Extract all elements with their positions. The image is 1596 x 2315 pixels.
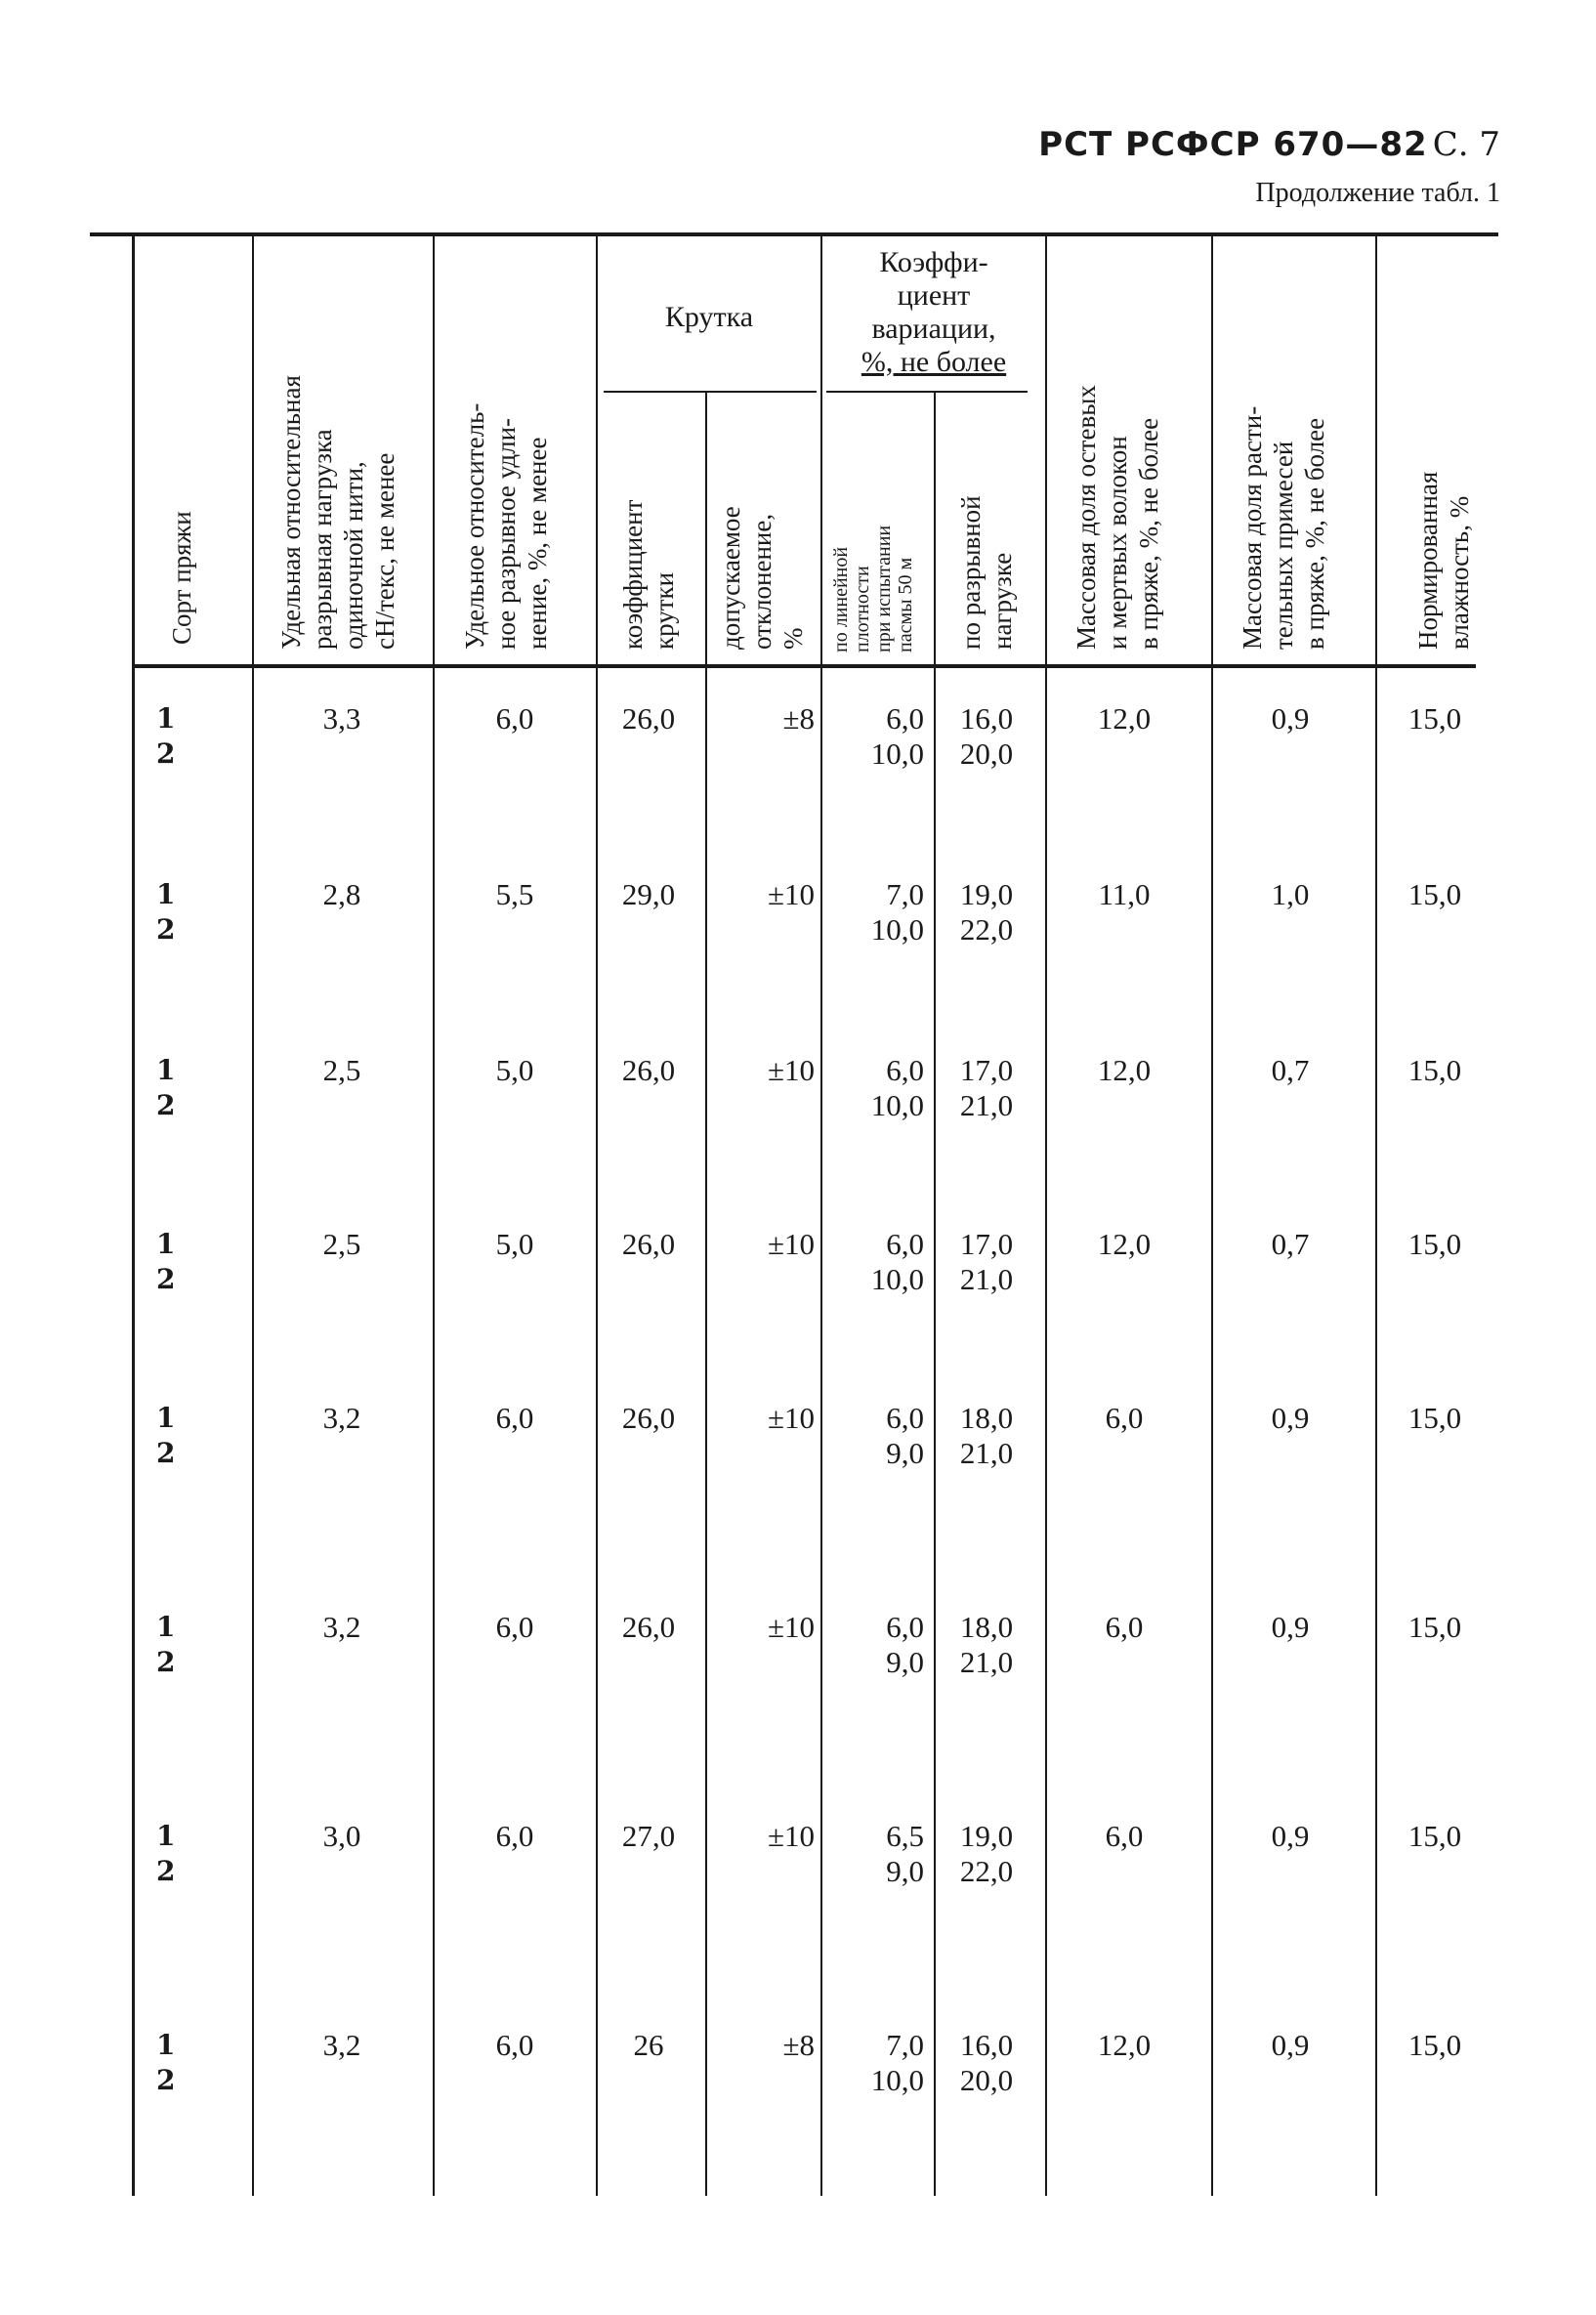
- cell-value: 2: [156, 1263, 176, 1295]
- header-cv-density: [830, 526, 916, 652]
- cell-twist-coef: 26,0: [621, 1401, 676, 1435]
- cell-plant: 0,7: [1271, 1227, 1310, 1261]
- header-line: пасмы 50 м: [895, 557, 916, 652]
- cell-value: 17,0: [959, 1227, 1014, 1261]
- cell-value: 10,0: [870, 1088, 924, 1122]
- cell-tenacity: 2,5: [322, 1053, 361, 1087]
- cell-twist-coef: 26,0: [621, 1227, 676, 1261]
- header-cv-group: [822, 246, 1045, 379]
- header-line: влажность, %: [1445, 495, 1474, 650]
- cell-moisture: 15,0: [1407, 2028, 1462, 2062]
- cell-grade: [156, 701, 205, 772]
- cell-value: 7,0: [886, 2028, 924, 2062]
- cell-twist-coef: 26,0: [621, 1610, 676, 1644]
- header-line: плотности: [852, 566, 873, 652]
- cell-twist-coef: 26,0: [621, 701, 676, 736]
- cell-value: 2: [156, 2064, 176, 2096]
- cell-tenacity: 3,3: [322, 701, 361, 736]
- column-rule: [1045, 236, 1047, 2196]
- cell-value: 6,0: [886, 1227, 924, 1261]
- header-line: в пряже, %, не более: [1300, 417, 1329, 650]
- cell-value: 2: [156, 1437, 176, 1469]
- cell-elongation: 6,0: [495, 2028, 534, 2062]
- cell-grade: [156, 1610, 205, 1680]
- column-rule: [433, 236, 435, 2196]
- cell-twist-dev: ±10: [767, 1227, 815, 1261]
- header-line: Удельное относитель-: [460, 402, 489, 650]
- cell-moisture: 15,0: [1407, 1819, 1462, 1853]
- table-top-rule: [90, 232, 1498, 236]
- cell-twist-dev: ±10: [767, 877, 815, 911]
- header-plant-impurities: [1237, 406, 1330, 650]
- header-grade: [166, 511, 197, 645]
- header-grade-label: Сорт пряжи: [167, 511, 196, 645]
- cell-moisture: 15,0: [1407, 1227, 1462, 1261]
- header-line: вариации,: [871, 313, 996, 345]
- cell-cv-load: [938, 1227, 1035, 1297]
- cell-value: 20,0: [959, 737, 1014, 771]
- header-line: нагрузке: [987, 552, 1017, 650]
- cell-twist-dev: ±8: [782, 701, 815, 736]
- cell-axial: 6,0: [1105, 1610, 1144, 1644]
- cell-twist-dev: ±8: [782, 2028, 815, 2062]
- cell-grade: [156, 1227, 205, 1297]
- cell-moisture: 15,0: [1407, 1053, 1462, 1087]
- header-line: нение, %, не менее: [523, 437, 552, 650]
- cell-value: 10,0: [870, 912, 924, 947]
- cell-value: 6,5: [886, 1819, 924, 1853]
- cell-twist-coef: 26,0: [621, 1053, 676, 1087]
- cell-elongation: 6,0: [495, 1610, 534, 1644]
- cell-elongation: 6,0: [495, 1401, 534, 1435]
- header-elongation: [459, 403, 553, 650]
- header-twist-coef: [617, 500, 680, 650]
- header-twist-group: Крутка: [664, 301, 754, 333]
- cell-grade: [156, 1819, 205, 1889]
- cell-value: 10,0: [870, 737, 924, 771]
- cell-cv-density: [826, 2028, 924, 2098]
- cell-value: 19,0: [959, 1819, 1014, 1853]
- cell-moisture: 15,0: [1407, 877, 1462, 911]
- cell-plant: 0,9: [1271, 1401, 1310, 1435]
- header-line: %, не более: [861, 346, 1007, 378]
- cell-tenacity: 3,2: [322, 2028, 361, 2062]
- header-line: отклонение,: [747, 513, 777, 650]
- cell-twist-coef: 27,0: [621, 1819, 676, 1853]
- table-header-rule: [132, 664, 1476, 668]
- cell-tenacity: 2,8: [322, 877, 361, 911]
- header-tenacity: [275, 375, 400, 650]
- cell-twist-coef: 26: [633, 2028, 664, 2062]
- cell-twist-dev: ±10: [767, 1610, 815, 1644]
- cell-cv-load: [938, 701, 1035, 772]
- cell-axial: 12,0: [1097, 701, 1152, 736]
- cell-value: 9,0: [886, 1645, 924, 1679]
- cell-cv-density: [826, 1227, 924, 1297]
- cell-twist-dev: ±10: [767, 1053, 815, 1087]
- cell-value: 10,0: [870, 1262, 924, 1296]
- page-number: С. 7: [1432, 125, 1500, 164]
- cell-value: 16,0: [959, 701, 1014, 736]
- cell-axial: 6,0: [1105, 1401, 1144, 1435]
- cell-cv-density: [826, 1610, 924, 1680]
- column-rule: [596, 236, 598, 2196]
- cell-value: 1: [156, 1611, 176, 1643]
- cell-value: 18,0: [959, 1610, 1014, 1644]
- cell-moisture: 15,0: [1407, 1401, 1462, 1435]
- cell-plant: 0,9: [1271, 701, 1310, 736]
- cell-cv-density: [826, 1401, 924, 1471]
- cell-value: 21,0: [959, 1262, 1014, 1296]
- header-axial-fibers: [1071, 385, 1164, 650]
- cell-elongation: 5,0: [495, 1053, 534, 1087]
- header-line: тельных примесей: [1269, 441, 1298, 650]
- cell-cv-density: [826, 1819, 924, 1889]
- cv-subheader-rule: [826, 391, 1028, 393]
- cell-value: 6,0: [886, 1610, 924, 1644]
- cell-plant: 0,9: [1271, 1819, 1310, 1853]
- cell-value: 16,0: [959, 2028, 1014, 2062]
- cell-value: 9,0: [886, 1854, 924, 1888]
- header-line: ное разрывное удли-: [491, 417, 521, 650]
- column-rule: [132, 236, 135, 2196]
- cell-moisture: 15,0: [1407, 1610, 1462, 1644]
- cell-value: 1: [156, 702, 176, 735]
- cell-value: 2: [156, 1855, 176, 1887]
- cell-axial: 6,0: [1105, 1819, 1144, 1853]
- cell-value: 2: [156, 1089, 176, 1121]
- cell-value: 18,0: [959, 1401, 1014, 1435]
- header-line: Удельная относительная: [276, 375, 306, 650]
- header-cv-load: [955, 495, 1018, 650]
- cell-plant: 0,9: [1271, 2028, 1310, 2062]
- header-line: Массовая доля остевых: [1071, 385, 1101, 650]
- cell-cv-load: [938, 1401, 1035, 1471]
- column-rule: [820, 236, 822, 2196]
- table-continuation-note: Продолжение табл. 1: [1255, 178, 1500, 208]
- header-line: по разрывной: [956, 495, 986, 650]
- cell-tenacity: 3,0: [322, 1819, 361, 1853]
- cell-value: 21,0: [959, 1088, 1014, 1122]
- cell-value: 22,0: [959, 1854, 1014, 1888]
- header-line: крутки: [650, 571, 679, 650]
- cell-value: 6,0: [886, 701, 924, 736]
- cell-cv-load: [938, 1053, 1035, 1123]
- cell-value: 19,0: [959, 877, 1014, 911]
- cell-moisture: 15,0: [1407, 701, 1462, 736]
- header-line: Нормированная: [1413, 471, 1443, 650]
- header-line: допускаемое: [716, 506, 745, 650]
- cell-grade: [156, 1053, 205, 1123]
- header-line: разрывная нагрузка: [308, 429, 337, 650]
- cell-axial: 12,0: [1097, 1053, 1152, 1087]
- header-twist-deviation: [715, 506, 809, 650]
- cell-value: 17,0: [959, 1053, 1014, 1087]
- cell-value: 1: [156, 2029, 176, 2061]
- column-rule: [1375, 236, 1377, 2196]
- cell-tenacity: 3,2: [322, 1610, 361, 1644]
- cell-grade: [156, 1401, 205, 1471]
- cell-elongation: 5,0: [495, 1227, 534, 1261]
- header-line: и мертвых волокон: [1103, 436, 1132, 650]
- cell-value: 1: [156, 1228, 176, 1260]
- cell-value: 2: [156, 1646, 176, 1678]
- cell-axial: 12,0: [1097, 2028, 1152, 2062]
- header-line: %: [778, 627, 808, 650]
- cell-elongation: 6,0: [495, 1819, 534, 1853]
- header-moisture: [1412, 472, 1475, 650]
- cell-plant: 0,9: [1271, 1610, 1310, 1644]
- column-rule: [252, 236, 254, 2196]
- document-code: РСТ РСФСР 670—82: [1038, 125, 1428, 164]
- cell-tenacity: 2,5: [322, 1227, 361, 1261]
- cell-cv-load: [938, 1819, 1035, 1889]
- header-line: одиночной нити,: [339, 461, 368, 650]
- cell-value: 6,0: [886, 1053, 924, 1087]
- page-header: [1038, 125, 1500, 164]
- cell-cv-density: [826, 877, 924, 947]
- cell-plant: 1,0: [1271, 877, 1310, 911]
- cell-value: 2: [156, 913, 176, 946]
- cell-value: 22,0: [959, 912, 1014, 947]
- header-line: Массовая доля расти-: [1238, 405, 1267, 650]
- cell-value: 1: [156, 1820, 176, 1852]
- cell-elongation: 6,0: [495, 701, 534, 736]
- twist-subheader-rule: [604, 391, 817, 393]
- cell-value: 9,0: [886, 1436, 924, 1470]
- header-line: коэффициент: [618, 499, 648, 650]
- cell-axial: 11,0: [1098, 877, 1151, 911]
- cell-value: 10,0: [870, 2063, 924, 2097]
- header-line: в пряже, %, не более: [1134, 417, 1163, 650]
- cell-twist-coef: 29,0: [621, 877, 676, 911]
- cell-twist-dev: ±10: [767, 1401, 815, 1435]
- header-line: сН/текс, не менее: [370, 452, 399, 650]
- cell-value: 7,0: [886, 877, 924, 911]
- column-rule: [705, 393, 707, 2196]
- cell-value: 6,0: [886, 1401, 924, 1435]
- header-line: при испытании: [873, 525, 895, 652]
- header-line: по линейной: [830, 546, 852, 652]
- cell-value: 1: [156, 878, 176, 910]
- column-rule: [1211, 236, 1213, 2196]
- cell-elongation: 5,5: [495, 877, 534, 911]
- cell-plant: 0,7: [1271, 1053, 1310, 1087]
- cell-cv-density: [826, 1053, 924, 1123]
- cell-grade: [156, 2028, 205, 2098]
- column-rule: [934, 393, 936, 2196]
- cell-grade: [156, 877, 205, 947]
- cell-value: 2: [156, 737, 176, 770]
- cell-value: 21,0: [959, 1645, 1014, 1679]
- cell-twist-dev: ±10: [767, 1819, 815, 1853]
- cell-axial: 12,0: [1097, 1227, 1152, 1261]
- cell-cv-load: [938, 877, 1035, 947]
- cell-value: 21,0: [959, 1436, 1014, 1470]
- cell-value: 1: [156, 1054, 176, 1086]
- header-line: Коэффи-: [879, 246, 988, 278]
- header-line: циент: [897, 279, 971, 312]
- cell-cv-density: [826, 701, 924, 772]
- cell-value: 1: [156, 1402, 176, 1434]
- cell-value: 20,0: [959, 2063, 1014, 2097]
- cell-tenacity: 3,2: [322, 1401, 361, 1435]
- cell-cv-load: [938, 1610, 1035, 1680]
- cell-cv-load: [938, 2028, 1035, 2098]
